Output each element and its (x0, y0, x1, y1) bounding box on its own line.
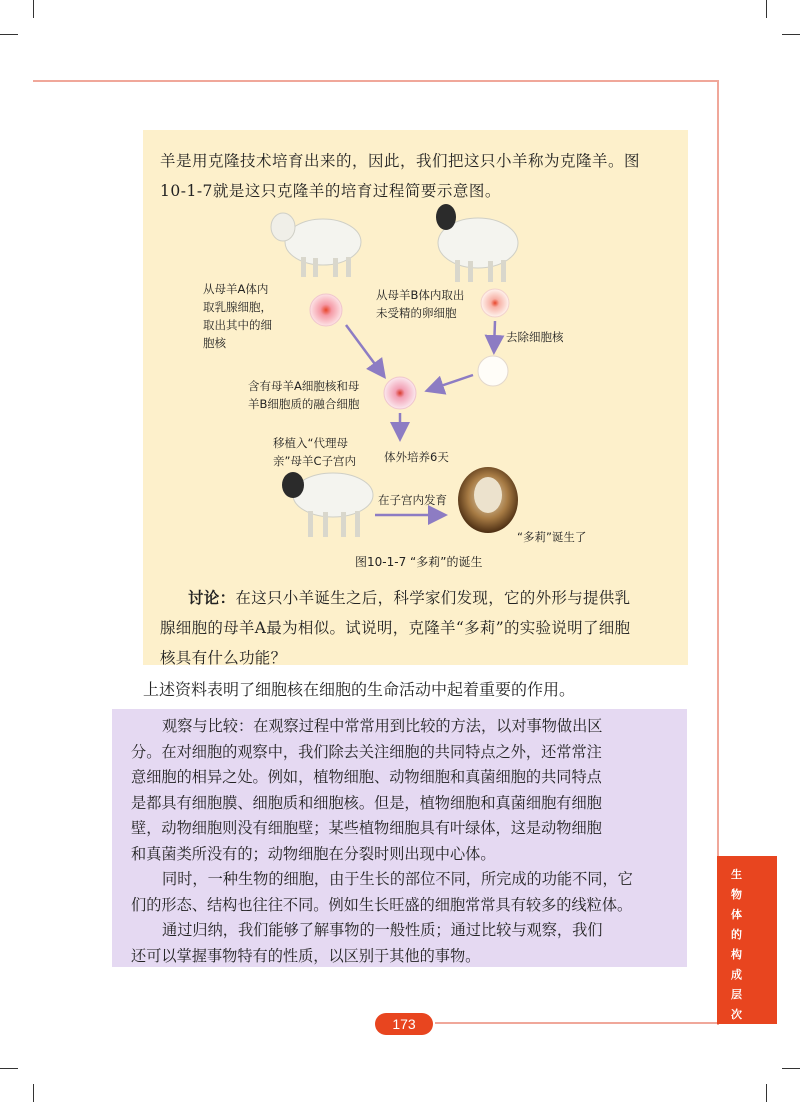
label-line: 未受精的卵细胞 (376, 306, 457, 320)
sheep-a-icon (271, 213, 361, 277)
side-tab-char: 层 (731, 988, 742, 1001)
crop-mark (782, 34, 800, 35)
label-remove-nucleus: 去除细胞核 (506, 330, 564, 344)
side-tab-char: 次 (731, 1008, 742, 1021)
summary-text: 上述资料表明了细胞核在细胞的生命活动中起着重要的作用。 (143, 680, 576, 699)
box-line: 是都具有细胞膜、细胞质和细胞核。但是，植物细胞和真菌细胞有细胞 (131, 793, 602, 812)
crop-mark (33, 0, 34, 18)
page-frame-top (33, 80, 719, 82)
arrow-icon (494, 321, 495, 350)
box-line: 还可以掌握事物特有的性质，以区别于其他的事物。 (131, 946, 481, 965)
label-line: 取乳腺细胞， (203, 300, 272, 314)
discussion-line: 腺细胞的母羊A最为相似。试说明，克隆羊“多莉”的实验说明了细胞 (160, 619, 631, 637)
chapter-side-tab (717, 856, 777, 1024)
sheep-c-icon (282, 472, 373, 537)
crop-mark (33, 1084, 34, 1102)
crop-mark (766, 0, 767, 18)
box-line: 壁，动物细胞则没有细胞壁；某些植物细胞具有叶绿体，这是动物细胞 (131, 819, 602, 837)
intro-line: 羊是用克隆技术培育出来的，因此，我们把这只小羊称为克隆羊。图 (160, 152, 641, 170)
label-transplant (273, 434, 356, 470)
discussion-line: 核具有什么功能？ (160, 649, 287, 667)
side-tab-char: 物 (731, 888, 742, 901)
page-frame-bottom (435, 1022, 719, 1024)
box-line: 观察与比较：在观察过程中常常用到比较的方法，以对事物做出区 (162, 717, 603, 735)
side-tab-char: 体 (731, 908, 742, 921)
enucleated-egg-icon (478, 356, 508, 386)
arrow-icon (429, 375, 473, 390)
discussion (160, 583, 682, 673)
mammary-cell-icon (310, 294, 342, 326)
crop-mark (782, 1068, 800, 1069)
sheep-b-icon (436, 204, 518, 282)
crop-mark (766, 1084, 767, 1102)
box-line: 们的形态、结构也往往不同。例如生长旺盛的细胞常常具有较多的线粒体。 (131, 895, 633, 914)
label-line: 从母羊B体内取出 (376, 288, 465, 302)
discussion-text: 在这只小羊诞生之后，科学家们发现，它的外形与提供乳 (235, 589, 631, 607)
intro-line: 10-1-7就是这只克隆羊的培育过程简要示意图。 (160, 182, 501, 200)
label-culture: 体外培养6天 (384, 450, 449, 464)
figure-caption: 图10-1-7 “多莉”的诞生 (355, 555, 483, 569)
box-line: 同时，一种生物的细胞，由于生长的部位不同，所完成的功能不同，它 (162, 870, 633, 888)
egg-cell-icon (481, 289, 509, 317)
label-develop: 在子宫内发育 (378, 493, 447, 507)
label-line: 羊B细胞质的融合细胞 (248, 397, 360, 411)
label-sheep-a (203, 280, 272, 352)
page-number: 173 (375, 1013, 433, 1035)
side-tab-char: 成 (731, 968, 742, 981)
arrow-icon (346, 325, 383, 375)
side-tab-char: 的 (731, 928, 742, 941)
label-fused-cell (248, 377, 359, 413)
label-line: 胞核 (203, 336, 226, 350)
side-tab-char: 生 (731, 868, 742, 881)
discussion-line-1 (160, 583, 682, 613)
box-line: 通过归纳，我们能够了解事物的一般性质；通过比较与观察，我们 (162, 921, 603, 939)
crop-mark (0, 1068, 18, 1069)
label-line: 从母羊A体内 (203, 282, 269, 296)
crop-mark (0, 34, 18, 35)
side-tab-char: 构 (731, 948, 742, 961)
label-sheep-b (376, 286, 464, 322)
label-dolly-born: “多莉”诞生了 (517, 530, 587, 544)
fused-cell-icon (384, 377, 416, 409)
discussion-heading: 讨论： (188, 588, 236, 607)
label-line: 含有母羊A细胞核和母 (248, 379, 360, 393)
box-line: 和真菌类所没有的；动物细胞在分裂时则出现中心体。 (131, 844, 496, 863)
label-line: 移植入“代理母 (273, 436, 348, 450)
dolly-lamb-icon (458, 467, 518, 533)
label-line: 取出其中的细 (203, 318, 272, 332)
box-line: 分。在对细胞的观察中，我们除去关注细胞的共同特点之外，还常常注 (131, 742, 602, 761)
box-line: 意细胞的相异之处。例如，植物细胞、动物细胞和真菌细胞的共同特点 (131, 768, 602, 786)
label-line: 亲”母羊C子宫内 (273, 454, 356, 468)
